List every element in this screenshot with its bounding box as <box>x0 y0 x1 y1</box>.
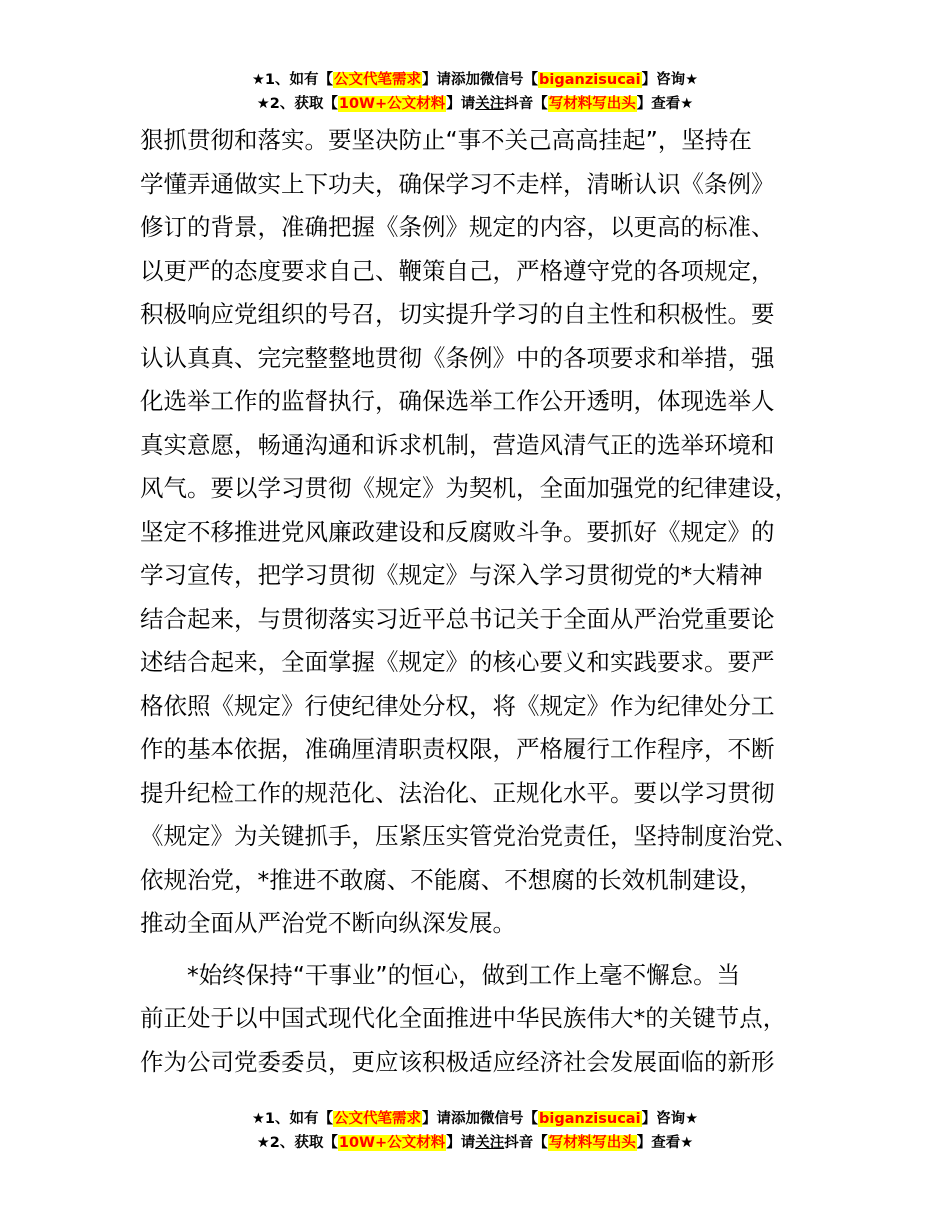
underlined-follow: 关注 <box>475 1135 505 1151</box>
body-line: 学习宣传，把学习贯彻《规定》与深入学习贯彻党的*大精神 <box>140 561 763 589</box>
banner-line-2 <box>0 92 950 116</box>
banner-text: ★1、如有【 <box>251 1111 334 1127</box>
body-line: 狠抓贯彻和落实。要坚决防止“事不关己高高挂起”，坚持在 <box>140 126 752 154</box>
body-line: 坚定不移推进党风廉政建设和反腐败斗争。要抓好《规定》的 <box>140 517 775 546</box>
banner-line-2 <box>0 1131 950 1155</box>
body-line: 推动全面从严治党不断向纵深发展。 <box>140 909 516 937</box>
banner-text: 抖音【 <box>504 1135 548 1151</box>
banner-text: 】请添加微信号【 <box>422 1111 539 1127</box>
highlight-douyin-account: 写材料写出头 <box>548 1135 636 1151</box>
body-line: 以更严的态度要求自己、鞭策自己，严格遵守党的各项规定， <box>140 256 775 285</box>
banner-text: 】请 <box>446 1135 476 1151</box>
body-line: 《规定》为关键抓手，压紧压实管党治党责任，坚持制度治党、 <box>140 822 798 850</box>
body-line: 作为公司党委委员，更应该积极适应经济社会发展面临的新形 <box>140 1047 775 1076</box>
body-line: 结合起来，与贯彻落实习近平总书记关于全面从严治党重要论 <box>140 604 775 633</box>
banner-text: 】咨询★ <box>641 1111 699 1127</box>
body-line: *始终保持“干事业”的恒心，做到工作上毫不懈怠。当 <box>140 960 741 989</box>
footer-banner <box>0 1107 950 1155</box>
highlight-materials: 10W+公文材料 <box>338 1135 446 1151</box>
banner-text: ★2、获取【 <box>256 1135 338 1151</box>
banner-text: 抖音【 <box>504 96 548 112</box>
body-line: 前正处于以中国式现代化全面推进中华民族伟大*的关键节点， <box>140 1004 787 1032</box>
highlight-ghostwriting: 公文代笔需求 <box>334 72 422 88</box>
banner-text: 】请添加微信号【 <box>422 72 539 88</box>
body-line: 格依照《规定》行使纪律处分权，将《规定》作为纪律处分工 <box>140 691 775 720</box>
highlight-materials: 10W+公文材料 <box>338 96 446 112</box>
highlight-wechat-id: biganzisucai <box>539 72 641 88</box>
highlight-ghostwriting: 公文代笔需求 <box>334 1111 422 1127</box>
banner-text: 】查看★ <box>636 96 694 112</box>
banner-text: 】咨询★ <box>641 72 699 88</box>
body-line: 学懂弄通做实上下功夫，确保学习不走样，清晰认识《条例》 <box>140 169 775 198</box>
banner-line-1 <box>0 68 950 92</box>
body-line: 风气。要以学习贯彻《规定》为契机，全面加强党的纪律建设， <box>140 474 798 502</box>
banner-text: ★2、获取【 <box>256 96 338 112</box>
banner-text: 】查看★ <box>636 1135 694 1151</box>
body-line: 化选举工作的监督执行，确保选举工作公开透明，体现选举人 <box>140 387 775 415</box>
paragraph-gap <box>140 946 840 954</box>
underlined-follow: 关注 <box>475 96 505 112</box>
body-line: 修订的背景，准确把握《条例》规定的内容，以更高的标准、 <box>140 213 775 241</box>
body-line: 认认真真、完完整整地贯彻《条例》中的各项要求和举措，强 <box>140 343 775 372</box>
highlight-wechat-id: biganzisucai <box>539 1111 641 1127</box>
body-line: 积极响应党组织的号召，切实提升学习的自主性和积极性。要 <box>140 300 775 328</box>
banner-text: 】请 <box>446 96 476 112</box>
header-banner <box>0 68 950 116</box>
banner-line-1 <box>0 1107 950 1131</box>
body-line: 真实意愿，畅通沟通和诉求机制，营造风清气正的选举环境和 <box>140 430 775 459</box>
document-body <box>140 119 840 1084</box>
body-line: 作的基本依据，准确厘清职责权限，严格履行工作程序，不断 <box>140 735 775 763</box>
body-line: 述结合起来，全面掌握《规定》的核心要义和实践要求。要严 <box>140 648 775 676</box>
body-line: 提升纪检工作的规范化、法治化、正规化水平。要以学习贯彻 <box>140 778 775 807</box>
banner-text: ★1、如有【 <box>251 72 334 88</box>
body-line: 依规治党，*推进不敢腐、不能腐、不想腐的长效机制建设， <box>140 865 763 894</box>
highlight-douyin-account: 写材料写出头 <box>548 96 636 112</box>
